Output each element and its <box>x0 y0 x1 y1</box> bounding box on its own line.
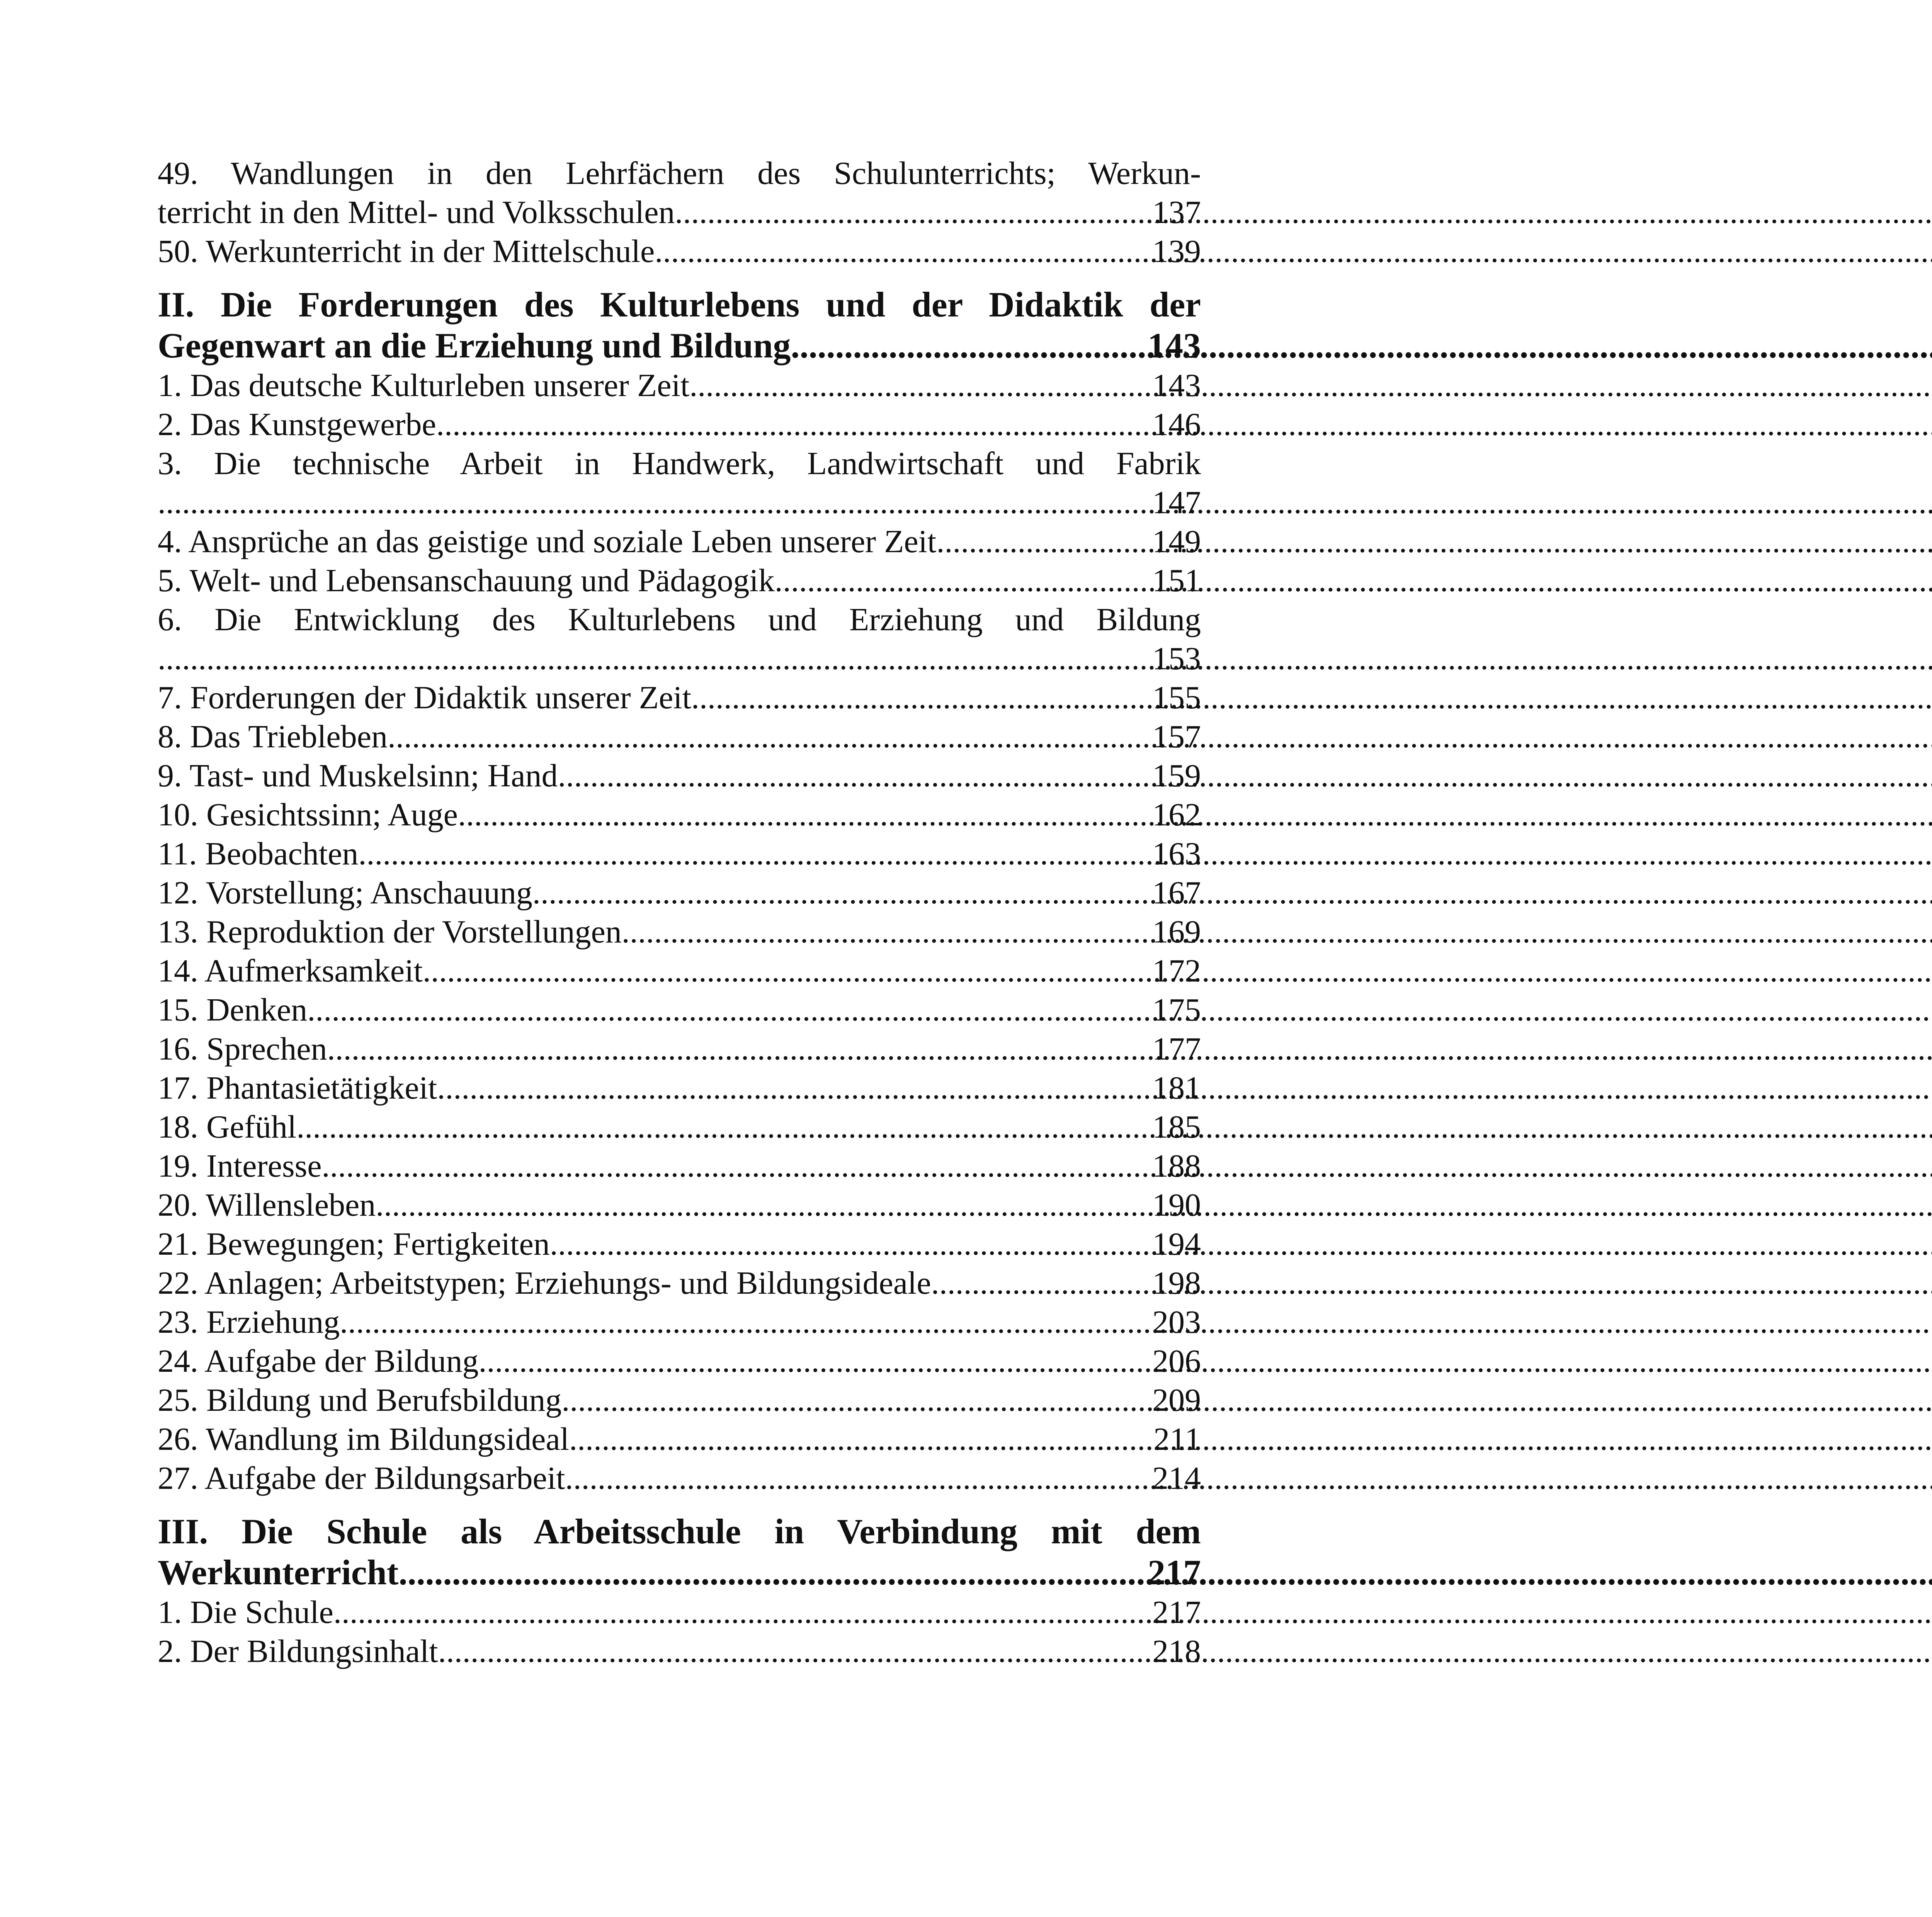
toc-entry <box>158 561 1201 600</box>
leader-dots <box>388 717 1152 756</box>
toc-entry-title: 2. Das Kunstgewerbe <box>158 407 436 442</box>
leader-dots <box>936 522 1152 561</box>
toc-entry <box>158 990 1201 1029</box>
part-2-heading <box>158 284 1201 366</box>
toc-entry-title: 16. Sprechen <box>158 1031 327 1067</box>
leader-dots <box>436 405 1152 444</box>
part-3-heading <box>158 1511 1201 1593</box>
toc-page-number: 151 <box>1152 563 1201 599</box>
toc-entry <box>158 1146 1201 1186</box>
leader-dots <box>558 756 1152 795</box>
toc-page-number: 153 <box>1152 641 1201 677</box>
toc-entry-title: terricht in den Mittel- und Volksschulen <box>158 194 675 230</box>
part-2-heading-line2 <box>158 325 1201 366</box>
leader-dots <box>340 1303 1152 1342</box>
toc-entry-6-line1: 6. Die Entwicklung des Kulturlebens und Erziehung und Bildung <box>158 602 1201 638</box>
toc-page-number: 147 <box>1152 485 1201 520</box>
toc-page-number: 211 <box>1153 1421 1201 1457</box>
toc-page-number: 214 <box>1152 1460 1201 1496</box>
toc-entry-title: 19. Interesse <box>158 1148 322 1184</box>
leader-dots <box>423 951 1152 990</box>
toc-entry-title: 15. Denken <box>158 992 308 1028</box>
leader-dots <box>307 990 1152 1029</box>
toc-entry <box>158 678 1201 717</box>
toc-page-number: 162 <box>1152 797 1201 833</box>
leader-dots <box>561 1381 1152 1420</box>
toc-entry-title: 13. Reproduktion der Vorstellungen <box>158 914 622 950</box>
toc-entry-title: 25. Bildung und Berufsbildung <box>158 1382 562 1418</box>
leader-dots <box>479 1342 1152 1381</box>
toc-entry <box>158 1459 1201 1498</box>
toc-entry-title: 10. Gesichtssinn; Auge <box>158 797 458 833</box>
toc-entry <box>158 1068 1201 1107</box>
toc-entry <box>158 1264 1201 1303</box>
toc-entry <box>158 951 1201 990</box>
toc-entry-title: 21. Bewegungen; Fertigkeiten <box>158 1226 550 1262</box>
toc-entry <box>158 1381 1201 1420</box>
leader-dots <box>931 1264 1152 1303</box>
leader-dots <box>376 1186 1152 1225</box>
leader-dots <box>775 561 1152 600</box>
toc-page-number: 137 <box>1152 194 1201 230</box>
toc-entry-title: 17. Phantasietätigkeit <box>158 1070 437 1106</box>
leader-dots <box>532 873 1152 912</box>
toc-page-number: 198 <box>1152 1265 1201 1301</box>
toc-entry-50 <box>158 232 1201 271</box>
toc-entry-title: 1. Die Schule <box>158 1594 333 1630</box>
toc-entry-title: 11. Beobachten <box>158 836 359 872</box>
toc-page-number: 194 <box>1152 1226 1201 1262</box>
leader-dots <box>322 1146 1152 1186</box>
part-2-heading-title: Gegenwart an die Erziehung und Bildung <box>158 326 791 365</box>
part-3-heading-title: Werkunterricht <box>158 1553 399 1592</box>
toc-entry <box>158 756 1201 795</box>
leader-dots <box>438 1632 1152 1671</box>
toc-page-number: 159 <box>1152 758 1201 794</box>
part-3-heading-line1: III. Die Schule als Arbeitsschule in Verbindung mit dem <box>158 1512 1201 1551</box>
toc-entry-title: 27. Aufgabe der Bildungsarbeit <box>158 1460 565 1496</box>
toc-entry <box>158 1593 1201 1632</box>
toc-entry-title: 14. Aufmerksamkeit <box>158 953 423 989</box>
toc-page-number: 146 <box>1152 407 1201 442</box>
toc-page-number: 149 <box>1152 524 1201 560</box>
toc-page-number: 167 <box>1152 875 1201 911</box>
toc-page-number: 143 <box>1152 367 1201 403</box>
toc-page-number: 175 <box>1152 992 1201 1028</box>
leader-dots <box>158 639 1144 678</box>
toc-page-number: 172 <box>1152 953 1201 989</box>
part-2-page-number: 143 <box>1148 326 1201 365</box>
leader-dots <box>327 1029 1152 1068</box>
toc-page-number: 155 <box>1152 680 1201 716</box>
toc-entry <box>158 1225 1201 1264</box>
toc-page-number: 185 <box>1152 1109 1201 1145</box>
toc-entry <box>158 1342 1201 1381</box>
part-3-heading-line2 <box>158 1552 1201 1593</box>
toc-page-number: 188 <box>1152 1148 1201 1184</box>
leader-dots <box>333 1593 1152 1632</box>
toc-entry-title: 8. Das Triebleben <box>158 719 388 755</box>
toc-page-number: 217 <box>1152 1594 1201 1630</box>
leader-dots <box>691 678 1152 717</box>
toc-page-number: 157 <box>1152 719 1201 755</box>
toc-entry-title: 50. Werkunterricht in der Mittelschule <box>158 233 655 269</box>
toc-page-number: 163 <box>1152 836 1201 872</box>
toc-entry-title: 12. Vorstellung; Anschauung <box>158 875 532 911</box>
toc-entry <box>158 912 1201 951</box>
leader-dots <box>437 1068 1152 1107</box>
toc-page-number: 169 <box>1152 914 1201 950</box>
toc-entry <box>158 405 1201 444</box>
toc-page-number: 177 <box>1152 1031 1201 1067</box>
toc-entry-title: 20. Willensleben <box>158 1187 376 1223</box>
toc-entry-3-leader <box>158 483 1201 522</box>
leader-dots <box>569 1420 1153 1459</box>
toc-page-number: 203 <box>1152 1304 1201 1340</box>
toc-entry-6-leader <box>158 639 1201 678</box>
table-of-contents <box>158 154 1201 1671</box>
toc-entry <box>158 1303 1201 1342</box>
toc-entry <box>158 834 1201 873</box>
leader-dots <box>675 193 1152 232</box>
toc-entry <box>158 1186 1201 1225</box>
toc-page-number: 181 <box>1152 1070 1201 1106</box>
toc-entry-title: 9. Tast- und Muskelsinn; Hand <box>158 758 558 794</box>
toc-entry <box>158 717 1201 756</box>
toc-page-number: 139 <box>1152 233 1201 269</box>
leader-dots <box>458 795 1152 834</box>
toc-entry-49 <box>158 193 1201 232</box>
leader-dots <box>398 1552 1148 1593</box>
leader-dots <box>296 1107 1152 1146</box>
toc-entry-title: 5. Welt- und Lebensanschauung und Pädagogik <box>158 563 775 599</box>
toc-entry <box>158 366 1201 405</box>
leader-dots <box>565 1459 1152 1498</box>
toc-page-number: 190 <box>1152 1187 1201 1223</box>
toc-page-number: 206 <box>1152 1343 1201 1379</box>
leader-dots <box>358 834 1152 873</box>
leader-dots <box>655 232 1152 271</box>
toc-entry <box>158 795 1201 834</box>
part-2-heading-line1: II. Die Forderungen des Kulturlebens und der Didaktik der <box>158 285 1201 324</box>
toc-entry-title: 23. Erziehung <box>158 1304 340 1340</box>
toc-entry-title: 7. Forderungen der Didaktik unserer Zeit <box>158 680 691 716</box>
toc-entry <box>158 1029 1201 1068</box>
leader-dots <box>622 912 1152 951</box>
leader-dots <box>689 366 1152 405</box>
toc-entry <box>158 1107 1201 1146</box>
leader-dots <box>791 325 1148 366</box>
toc-entry <box>158 1632 1201 1671</box>
toc-entry-title: 26. Wandlung im Bildungsideal <box>158 1421 569 1457</box>
toc-entry-title: 24. Aufgabe der Bildung <box>158 1343 479 1379</box>
toc-entry-title: 4. Ansprüche an das geistige und soziale Leben unserer Zeit <box>158 524 937 560</box>
toc-entry <box>158 522 1201 561</box>
toc-entry <box>158 873 1201 912</box>
part-3-page-number: 217 <box>1148 1553 1201 1592</box>
leader-dots <box>550 1225 1152 1264</box>
toc-entry-title: 2. Der Bildungsinhalt <box>158 1633 438 1669</box>
toc-page-number: 209 <box>1152 1382 1201 1418</box>
toc-entry-title: 22. Anlagen; Arbeitstypen; Erziehungs- und Bildungsideale <box>158 1265 931 1301</box>
toc-entry-3-line1: 3. Die technische Arbeit in Handwerk, Landwirtschaft und Fabrik <box>158 446 1201 481</box>
leader-dots <box>158 483 1144 522</box>
toc-entry-49-line1: 49. Wandlungen in den Lehrfächern des Schulunterrichts; Werkun- <box>158 155 1201 191</box>
toc-entry-title: 1. Das deutsche Kulturleben unserer Zeit <box>158 367 690 403</box>
toc-page-number: 218 <box>1152 1633 1201 1669</box>
toc-entry-title: 18. Gefühl <box>158 1109 297 1145</box>
toc-entry <box>158 1420 1201 1459</box>
